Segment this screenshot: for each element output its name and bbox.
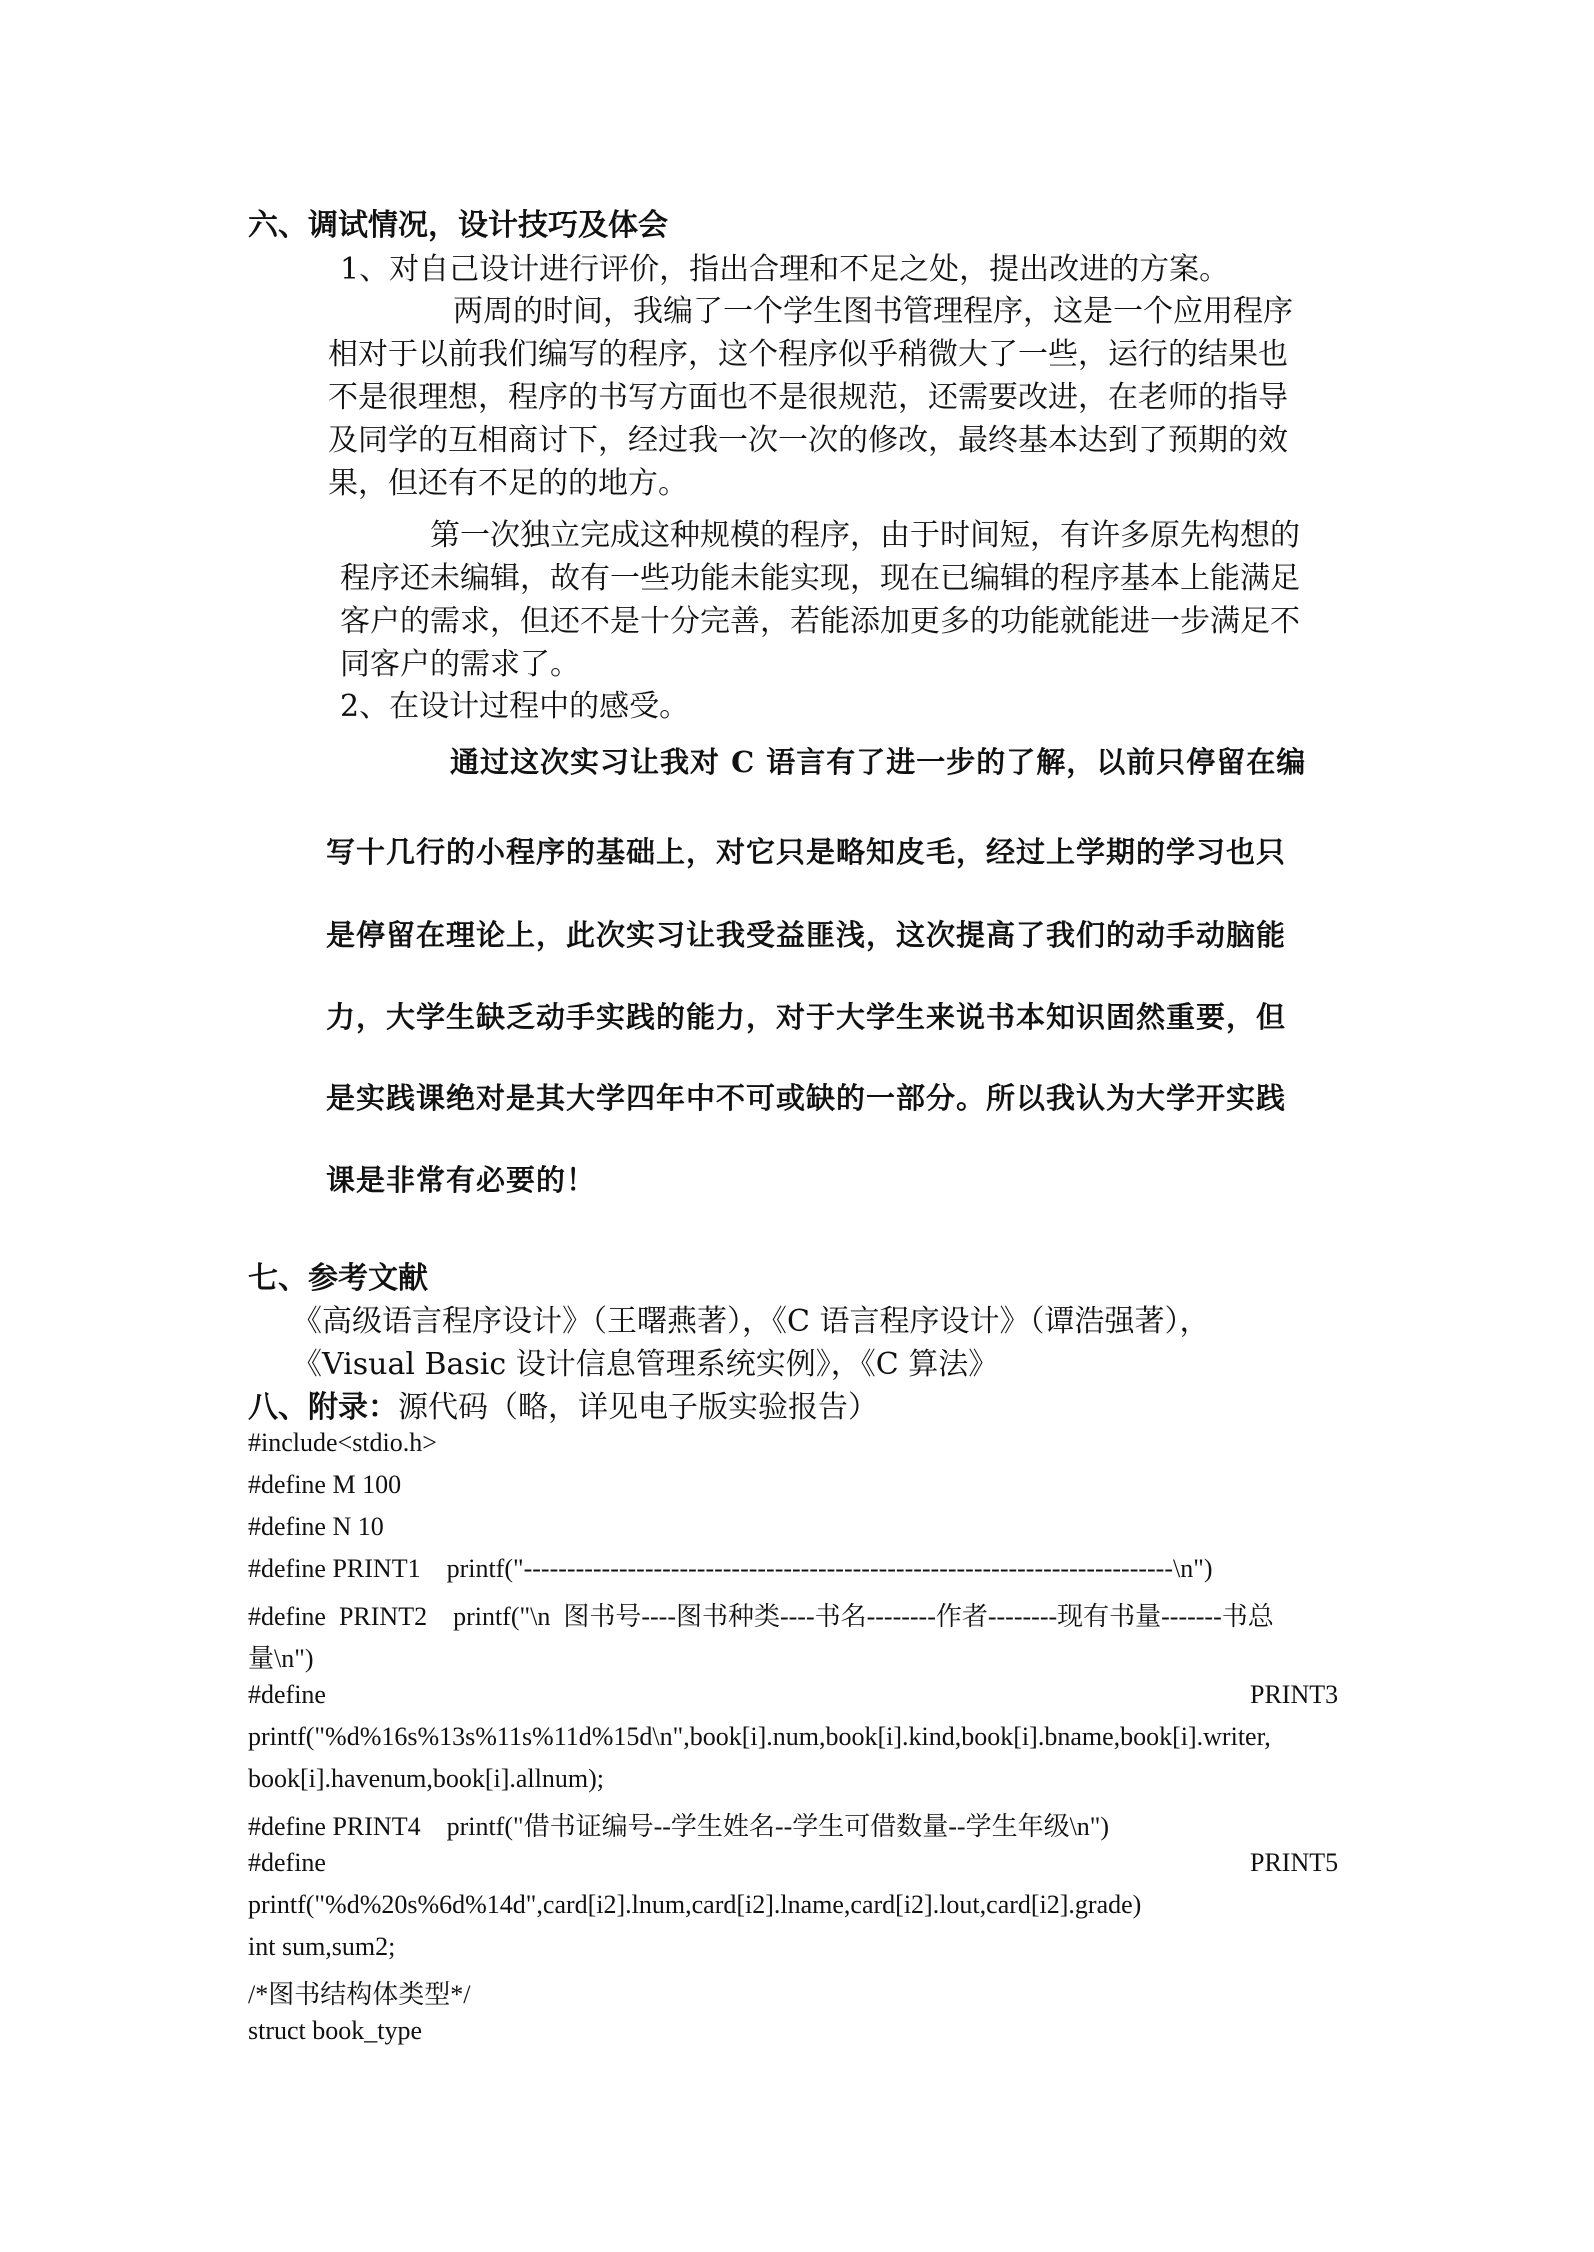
code-line: struct book_type [248,2016,423,2045]
code-line: printf("%d%16s%13s%11s%11d%15d\n",book[i].num,book[i].kind,book[i].bname,book[i].writer, [248,1722,1271,1751]
code-line: #define PRINT4 printf("借书证编号--学生姓名--学生可借数量--学生年级\n") [248,1812,1110,1841]
code-line: #define N 10 [248,1512,384,1541]
section-heading-8 [248,1382,878,1426]
code-line: #define [248,1680,326,1709]
handwriting-line: 是实践课绝对是其大学四年中不可或缺的一部分。所以我认为大学开实践 [326,1081,1287,1115]
code-line: printf("%d%20s%6d%14d",card[i2].lnum,card[i2].lname,card[i2].lout,card[i2].grade) [248,1890,1142,1919]
section-heading-7: 七、参考文献 [248,1261,428,1296]
code-line: 量\n") [248,1644,314,1673]
code-line: #define M 100 [248,1470,402,1499]
section-heading-8-label: 八、附录： [248,1390,398,1425]
code-line-right: PRINT3 [1250,1680,1339,1709]
handwriting-line: 课是非常有必要的！ [326,1163,597,1197]
paragraph-line: 不是很理想，程序的书写方面也不是很规范，还需要改进，在老师的指导 [328,380,1288,415]
paragraph-line: 及同学的互相商讨下，经过我一次一次的修改，最终基本达到了预期的效 [328,423,1288,458]
handwriting-line: 写十几行的小程序的基础上，对它只是略知皮毛，经过上学期的学习也只 [326,835,1287,869]
handwriting-line: 通过这次实习让我对 C 语言有了进一步的了解，以前只停留在编 [450,745,1307,779]
code-line: /*图书结构体类型*/ [248,1980,471,2009]
code-line-right: PRINT5 [1250,1848,1339,1877]
section-heading-6: 六、调试情况，设计技巧及体会 [248,208,668,243]
paragraph-line: 相对于以前我们编写的程序，这个程序似乎稍微大了一些，运行的结果也 [328,337,1288,372]
handwriting-line: 力，大学生缺乏动手实践的能力，对于大学生来说书本知识固然重要，但 [326,1000,1287,1034]
paragraph-line: 同客户的需求了。 [340,647,580,682]
reference-line: 《高级语言程序设计》（王曙燕著），《C 语言程序设计》（谭浩强著）， [292,1304,1210,1339]
paragraph-line: 果，但还有不足的的地方。 [328,466,688,501]
code-line: #define PRINT2 printf("\n 图书号----图书种类----书名--------作者--------现有书量-------书总 [248,1602,1274,1631]
code-line: int sum,sum2; [248,1932,396,1961]
code-line: #include<stdio.h> [248,1428,437,1457]
code-line: #define PRINT1 printf("---------------------------------------------------------------------------\n") [248,1554,1213,1583]
code-line: book[i].havenum,book[i].allnum); [248,1764,604,1793]
reference-line: 《Visual Basic 设计信息管理系统实例》，《C 算法》 [292,1347,999,1382]
paragraph-line: 客户的需求，但还不是十分完善，若能添加更多的功能就能进一步满足不 [340,604,1300,639]
handwriting-line: 是停留在理论上，此次实习让我受益匪浅，这次提高了我们的动手动脑能 [326,918,1287,952]
paragraph-line: 程序还未编辑，故有一些功能未能实现，现在已编辑的程序基本上能满足 [340,561,1300,596]
list-item-2: 2、在设计过程中的感受。 [340,689,690,724]
list-item-1: 1、对自己设计进行评价，指出合理和不足之处，提出改进的方案。 [340,252,1230,287]
section-heading-8-text: 源代码（略，详见电子版实验报告） [398,1390,878,1425]
code-line: #define [248,1848,326,1877]
paragraph-line: 第一次独立完成这种规模的程序，由于时间短，有许多原先构想的 [430,518,1300,553]
paragraph-line: 两周的时间，我编了一个学生图书管理程序，这是一个应用程序 [453,294,1293,329]
